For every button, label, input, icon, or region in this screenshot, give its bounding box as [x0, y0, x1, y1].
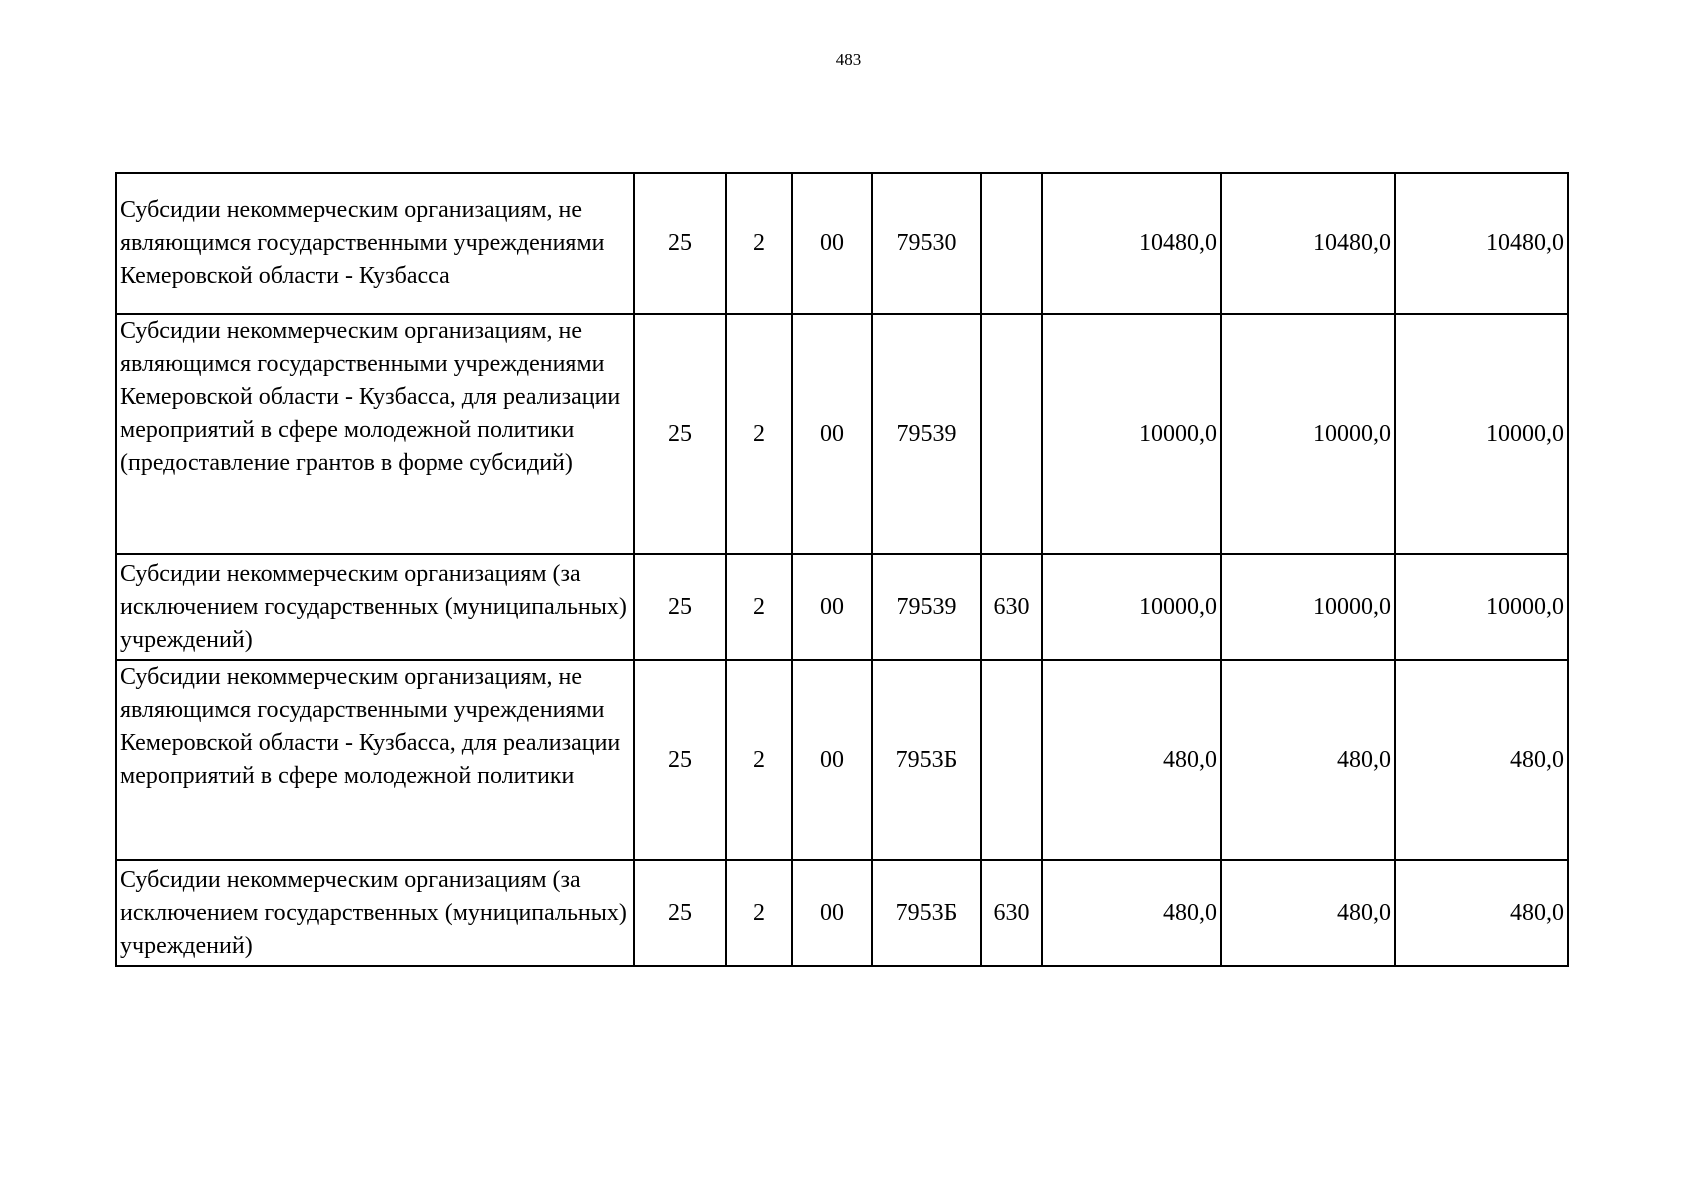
row-code-cell: 25: [634, 173, 726, 314]
row-code-cell: 2: [726, 173, 792, 314]
row-code-cell: 00: [792, 173, 872, 314]
row-code-cell: 25: [634, 860, 726, 966]
row-expense-type-cell: [981, 660, 1042, 860]
row-value-cell: 480,0: [1221, 860, 1395, 966]
row-name-cell: Субсидии некоммерческим организациям, не являющимся государственными учреждениями Кемеровской области - Кузбасса: [116, 173, 634, 314]
row-expense-type-cell: 630: [981, 860, 1042, 966]
row-code-cell: 2: [726, 660, 792, 860]
row-expense-type-cell: [981, 314, 1042, 554]
table-row: [116, 660, 1568, 860]
row-code-cell: 25: [634, 314, 726, 554]
row-value-cell: 10480,0: [1395, 173, 1568, 314]
row-code-cell: 25: [634, 554, 726, 660]
table-row: [116, 554, 1568, 660]
page-number: 483: [835, 50, 862, 69]
row-value-cell: 10000,0: [1042, 554, 1221, 660]
row-name-cell: Субсидии некоммерческим организациям (за исключением государственных (муниципальных) учреждений): [116, 860, 634, 966]
row-code-cell: 79530: [872, 173, 981, 314]
row-code-cell: 00: [792, 314, 872, 554]
row-code-cell: 7953Б: [872, 660, 981, 860]
row-code-cell: 00: [792, 860, 872, 966]
row-value-cell: 10000,0: [1042, 314, 1221, 554]
row-expense-type-cell: [981, 173, 1042, 314]
row-name-cell: Субсидии некоммерческим организациям, не являющимся государственными учреждениями Кемеровской области - Кузбасса, для реализации мероприятий в сфере молодежной политики: [116, 660, 634, 860]
row-code-cell: 25: [634, 660, 726, 860]
table-row: [116, 860, 1568, 966]
row-value-cell: 10000,0: [1395, 314, 1568, 554]
row-code-cell: 7953Б: [872, 860, 981, 966]
row-code-cell: 2: [726, 860, 792, 966]
row-value-cell: 10480,0: [1042, 173, 1221, 314]
table-row: [116, 314, 1568, 554]
row-name-cell: Субсидии некоммерческим организациям, не являющимся государственными учреждениями Кемеровской области - Кузбасса, для реализации мероприятий в сфере молодежной политики (предоставление грантов в форме субсидий): [116, 314, 634, 554]
row-value-cell: 480,0: [1042, 860, 1221, 966]
row-value-cell: 480,0: [1395, 660, 1568, 860]
row-code-cell: 2: [726, 554, 792, 660]
row-value-cell: 480,0: [1395, 860, 1568, 966]
row-code-cell: 79539: [872, 554, 981, 660]
row-code-cell: 2: [726, 314, 792, 554]
row-name-cell: Субсидии некоммерческим организациям (за исключением государственных (муниципальных) учреждений): [116, 554, 634, 660]
row-value-cell: 10000,0: [1221, 554, 1395, 660]
row-code-cell: 79539: [872, 314, 981, 554]
row-value-cell: 10480,0: [1221, 173, 1395, 314]
row-value-cell: 10000,0: [1221, 314, 1395, 554]
row-code-cell: 00: [792, 660, 872, 860]
row-value-cell: 480,0: [1042, 660, 1221, 860]
table-row: [116, 173, 1568, 314]
row-value-cell: 10000,0: [1395, 554, 1568, 660]
row-code-cell: 00: [792, 554, 872, 660]
row-value-cell: 480,0: [1221, 660, 1395, 860]
row-expense-type-cell: 630: [981, 554, 1042, 660]
budget-table: [115, 172, 1569, 967]
